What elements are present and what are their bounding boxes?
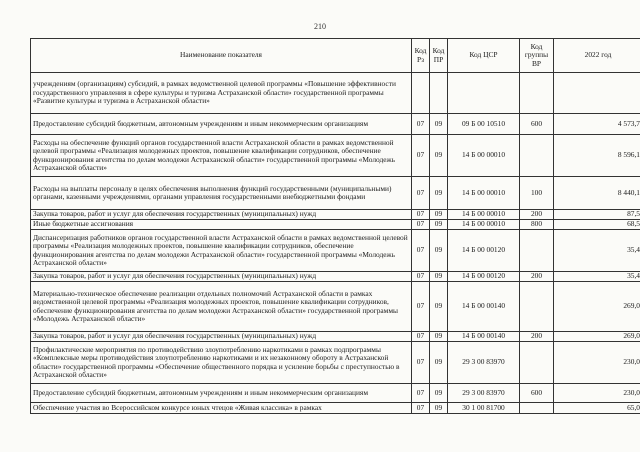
table-row [31, 342, 640, 384]
header-rz: Код Рз [412, 39, 430, 73]
row-pr [430, 73, 448, 114]
row-pr: 09 [430, 210, 448, 220]
row-pr: 09 [430, 342, 448, 384]
row-csr: 30 1 00 81700 [448, 403, 520, 414]
row-pr: 09 [430, 220, 448, 230]
row-vr: 800 [520, 220, 554, 230]
budget-table [30, 38, 640, 414]
table-row [31, 135, 640, 177]
row-vr [520, 230, 554, 272]
row-rz: 07 [412, 135, 430, 177]
row-name: Закупка товаров, работ и услуг для обеспечения государственных (муниципальных) нужд [31, 210, 412, 220]
row-name: Расходы на выплаты персоналу в целях обеспечения выполнения функций государственными (муниципальными) органами, казенными учреждениями, органами управления государственными внебюджетными фондами [31, 177, 412, 210]
table-row [31, 332, 640, 342]
row-name: Диспансеризация работников органов государственной власти Астраханской области в рамках ведомственной целевой программы «Реализация молодежных проектов, повышение квалификации сотрудников, обеспечение функционирования агентства по делам молодежи Астраханской области» государственной программы «Молодежь Астраханской области» [31, 230, 412, 272]
row-vr [520, 282, 554, 332]
row-sum: 68,5 [554, 220, 640, 230]
row-name: Закупка товаров, работ и услуг для обеспечения государственных (муниципальных) нужд [31, 272, 412, 282]
row-sum: 230,0 [554, 342, 640, 384]
row-name: Предоставление субсидий бюджетным, автономным учреждениям и иным некоммерческим организациям [31, 114, 412, 135]
row-rz: 07 [412, 177, 430, 210]
row-sum: 8 596,1 [554, 135, 640, 177]
header-name: Наименование показателя [31, 39, 412, 73]
row-pr: 09 [430, 177, 448, 210]
row-sum: 8 440,1 [554, 177, 640, 210]
row-csr: 14 Б 00 00010 [448, 220, 520, 230]
row-name: Материально-техническое обеспечение реализации отдельных полномочий Астраханской области в рамках ведомственной целевой программы «Реализация молодежных проектов, повышение квалификации сотрудников, обеспечение функционирования агентства по делам молодежи Астраханской области» государственной программы «Молодежь Астраханской области» [31, 282, 412, 332]
row-pr: 09 [430, 272, 448, 282]
row-sum: 35,4 [554, 230, 640, 272]
header-year: 2022 год [554, 39, 640, 73]
row-vr: 200 [520, 210, 554, 220]
row-vr: 600 [520, 384, 554, 403]
row-csr: 14 Б 00 00120 [448, 272, 520, 282]
row-rz: 07 [412, 272, 430, 282]
table-row [31, 73, 640, 114]
row-rz: 07 [412, 403, 430, 414]
row-csr: 14 Б 00 00120 [448, 230, 520, 272]
page-number: 210 [314, 22, 326, 31]
row-sum: 87,5 [554, 210, 640, 220]
header-vr: Код группы ВР [520, 39, 554, 73]
row-sum: 269,0 [554, 332, 640, 342]
row-sum [554, 73, 640, 114]
row-vr [520, 73, 554, 114]
row-vr [520, 403, 554, 414]
row-pr: 09 [430, 282, 448, 332]
row-name: Расходы на обеспечение функций органов государственной власти Астраханской области в рамках ведомственной целевой программы «Реализация молодежных проектов, повышение квалификации сотрудников, обеспечение функционирования агентства по делам молодежи Астраханской области» государственной программы «Молодежь Астраханской области» [31, 135, 412, 177]
row-rz: 07 [412, 332, 430, 342]
row-pr: 09 [430, 403, 448, 414]
row-vr: 200 [520, 332, 554, 342]
row-vr: 200 [520, 272, 554, 282]
row-csr: 29 3 00 83970 [448, 342, 520, 384]
row-vr [520, 135, 554, 177]
row-name: Закупка товаров, работ и услуг для обеспечения государственных (муниципальных) нужд [31, 332, 412, 342]
row-sum: 4 573,7 [554, 114, 640, 135]
row-rz: 07 [412, 220, 430, 230]
row-rz [412, 73, 430, 114]
row-pr: 09 [430, 384, 448, 403]
row-pr: 09 [430, 135, 448, 177]
row-name: Обеспечение участия во Всероссийском конкурсе юных чтецов «Живая классика» в рамках [31, 403, 412, 414]
header-csr: Код ЦСР [448, 39, 520, 73]
row-rz: 07 [412, 282, 430, 332]
row-rz: 07 [412, 114, 430, 135]
row-csr: 14 Б 00 00010 [448, 135, 520, 177]
row-csr: 14 Б 00 00010 [448, 210, 520, 220]
row-csr: 14 Б 00 00010 [448, 177, 520, 210]
table-row [31, 282, 640, 332]
row-name: учреждениям (организациям) субсидий, в рамках ведомственной целевой программы «Повышение эффективности государственного управления в сфере культуры и туризма Астраханской области» государственной программы «Развитие культуры и туризма в Астраханской области» [31, 73, 412, 114]
row-csr: 14 Б 00 00140 [448, 332, 520, 342]
row-sum: 230,0 [554, 384, 640, 403]
table-row [31, 272, 640, 282]
table-row [31, 403, 640, 414]
row-name: Предоставление субсидий бюджетным, автономным учреждениям и иным некоммерческим организациям [31, 384, 412, 403]
row-csr [448, 73, 520, 114]
row-vr: 100 [520, 177, 554, 210]
row-sum: 269,0 [554, 282, 640, 332]
row-rz: 07 [412, 342, 430, 384]
row-name: Профилактические мероприятия по противодействию злоупотреблению наркотиками в рамках подпрограммы «Комплексные меры противодействия злоупотреблению наркотиками и их незаконному обороту в Астраханской области» государственной программы «Обеспечение общественного порядка и усиление борьбы с преступностью в Астраханской области» [31, 342, 412, 384]
table-row [31, 114, 640, 135]
row-csr: 29 3 00 83970 [448, 384, 520, 403]
row-pr: 09 [430, 332, 448, 342]
table-row [31, 210, 640, 220]
row-rz: 07 [412, 230, 430, 272]
row-vr: 600 [520, 114, 554, 135]
table-row [31, 220, 640, 230]
table-row [31, 384, 640, 403]
row-csr: 14 Б 00 00140 [448, 282, 520, 332]
row-vr [520, 342, 554, 384]
table-row [31, 177, 640, 210]
row-sum: 65,0 [554, 403, 640, 414]
row-pr: 09 [430, 114, 448, 135]
table-row [31, 230, 640, 272]
row-sum: 35,4 [554, 272, 640, 282]
header-pr: Код ПР [430, 39, 448, 73]
row-rz: 07 [412, 384, 430, 403]
row-rz: 07 [412, 210, 430, 220]
row-pr: 09 [430, 230, 448, 272]
row-csr: 09 Б 00 10510 [448, 114, 520, 135]
row-name: Иные бюджетные ассигнования [31, 220, 412, 230]
table-header-row [31, 39, 640, 73]
